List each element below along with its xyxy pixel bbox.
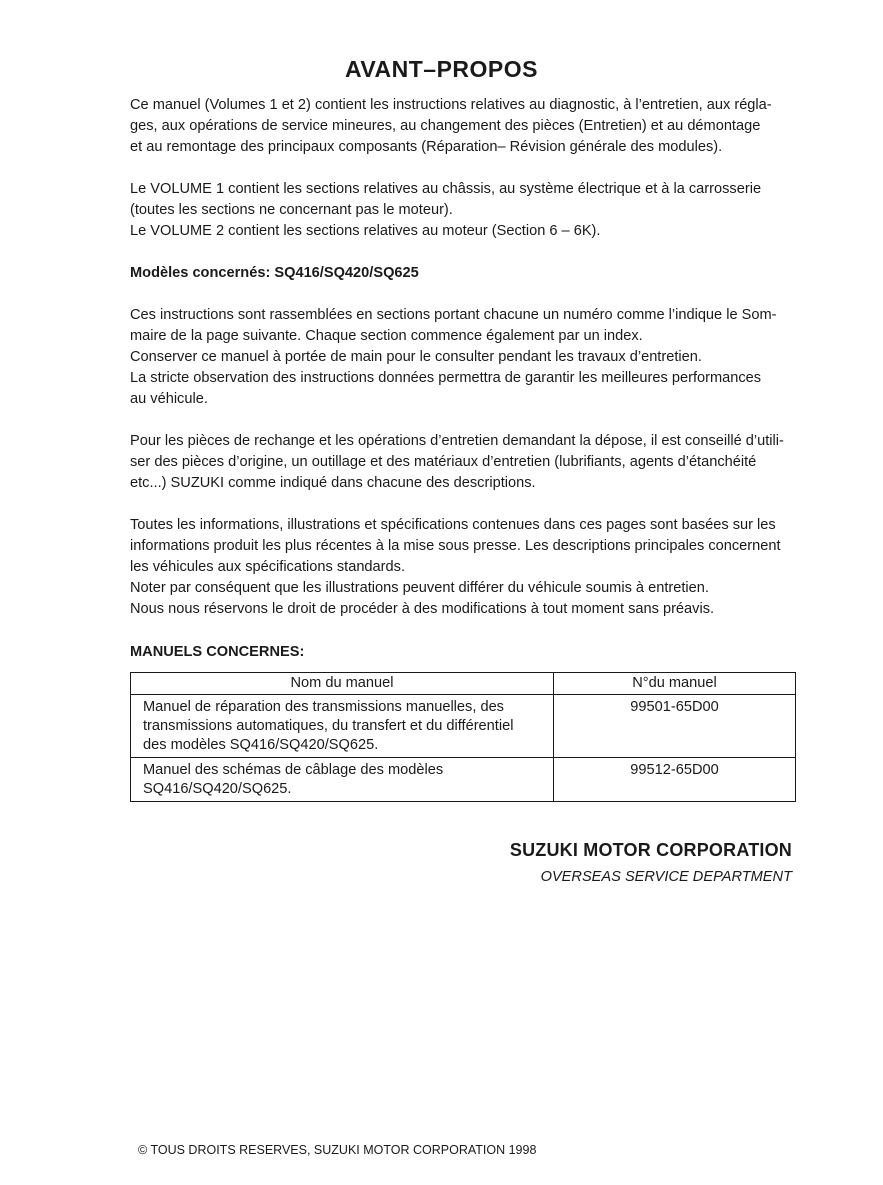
text-line: Toutes les informations, illustrations et spécifications contenues dans ces pages sont basées sur les: [130, 517, 776, 533]
table-header-row: [131, 673, 796, 695]
manuals-heading: MANUELS CONCERNES:: [130, 644, 305, 660]
text-line: Ces instructions sont rassemblées en sections portant chacune un numéro comme l’indique le Som-: [130, 307, 777, 323]
foreword-body: [130, 95, 798, 620]
manual-name-cell: [131, 758, 554, 802]
parts-paragraph: [130, 431, 798, 494]
text-line: Conserver ce manuel à portée de main pour le consulter pendant les travaux d’entretien.: [130, 349, 702, 365]
corporation-department: OVERSEAS SERVICE DEPARTMENT: [540, 869, 792, 885]
manual-name-line: des modèles SQ416/SQ420/SQ625.: [143, 737, 379, 753]
text-line: ser des pièces d’origine, un outillage et des matériaux d’entretien (lubrifiants, agents d’étanchéité: [130, 454, 757, 470]
text-line: Le VOLUME 1 contient les sections relatives au châssis, au système électrique et à la carrosserie: [130, 181, 762, 197]
column-header-number: N°du manuel: [554, 673, 796, 695]
models-paragraph: [130, 263, 798, 284]
instructions-paragraph: [130, 305, 798, 410]
corporation-name: SUZUKI MOTOR CORPORATION: [509, 840, 792, 860]
text-line: Ce manuel (Volumes 1 et 2) contient les instructions relatives au diagnostic, à l’entretien, aux régla-: [130, 97, 772, 113]
manual-name-line: transmissions automatiques, du transfert et du différentiel: [143, 718, 514, 734]
page-title: AVANT–PROPOS: [344, 56, 538, 82]
column-header-name: Nom du manuel: [131, 673, 554, 695]
text-line: Pour les pièces de rechange et les opérations d’entretien demandant la dépose, il est conseillé d’utili-: [130, 433, 784, 449]
intro-paragraph: [130, 95, 798, 158]
models-heading: Modèles concernés: SQ416/SQ420/SQ625: [130, 265, 419, 281]
text-line: (toutes les sections ne concernant pas le moteur).: [130, 202, 453, 218]
text-line: ges, aux opérations de service mineures, au changement des pièces (Entretien) et au démontage: [130, 118, 761, 134]
text-line: et au remontage des principaux composants (Réparation– Révision générale des modules).: [130, 139, 723, 155]
information-paragraph: [130, 515, 798, 620]
text-line: informations produit les plus récentes à la mise sous presse. Les descriptions principales concernent: [130, 538, 781, 554]
text-line: maire de la page suivante. Chaque section commence également par un index.: [130, 328, 643, 344]
volumes-paragraph: [130, 179, 798, 242]
table-row: [131, 695, 796, 758]
table-row: [131, 758, 796, 802]
text-line: Le VOLUME 2 contient les sections relatives au moteur (Section 6 – 6K).: [130, 223, 601, 239]
text-line: les véhicules aux spécifications standards.: [130, 559, 405, 575]
text-line: Noter par conséquent que les illustrations peuvent différer du véhicule soumis à entretien.: [130, 580, 709, 596]
manual-number-cell: 99501-65D00: [554, 695, 796, 758]
text-line: etc...) SUZUKI comme indiqué dans chacune des descriptions.: [130, 475, 536, 491]
text-line: au véhicule.: [130, 391, 208, 407]
manuals-table: [130, 672, 796, 802]
manual-name-cell: [131, 695, 554, 758]
copyright-notice: © TOUS DROITS RESERVES, SUZUKI MOTOR CORPORATION 1998: [138, 1143, 537, 1157]
manual-name-line: Manuel des schémas de câblage des modèles: [143, 762, 444, 778]
manual-name-line: Manuel de réparation des transmissions manuelles, des: [143, 699, 504, 715]
text-line: La stricte observation des instructions données permettra de garantir les meilleures performances: [130, 370, 762, 386]
text-line: Nous nous réservons le droit de procéder à des modifications à tout moment sans préavis.: [130, 601, 715, 617]
manual-name-line: SQ416/SQ420/SQ625.: [143, 781, 292, 797]
manual-number-cell: 99512-65D00: [554, 758, 796, 802]
